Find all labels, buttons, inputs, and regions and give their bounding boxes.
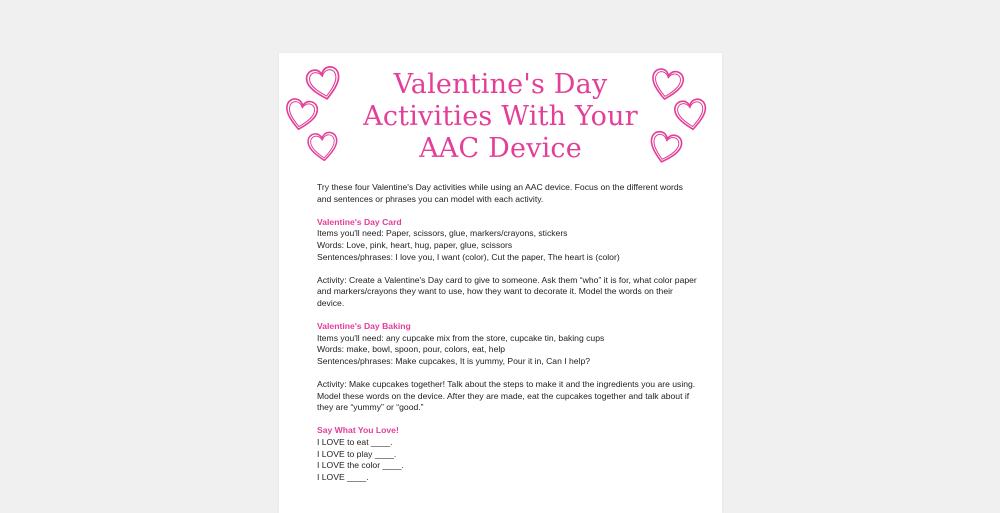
section-title: Valentine's Day Card xyxy=(317,216,402,227)
section-title: Say What You Love! xyxy=(317,425,399,436)
love-line: I LOVE to eat ____. xyxy=(317,437,393,448)
title-line: Valentine's Day xyxy=(393,69,608,100)
words-line: Words: Love, pink, heart, hug, paper, glue, scissors xyxy=(317,239,513,250)
title-line: Activities With Your xyxy=(363,101,638,132)
activity-paragraph: Activity: Create a Valentine's Day card to give to someone. Ask them “who” it is for, what color paper and markers/crayons they want to use, how they want to decorate it. Model the words on their device. xyxy=(317,274,697,308)
items-line: Items you'll need: Paper, scissors, glue, markers/crayons, stickers xyxy=(317,228,568,239)
worksheet-content xyxy=(317,182,697,495)
worksheet-page xyxy=(279,53,722,513)
intro-paragraph: Try these four Valentine's Day activities while using an AAC device. Focus on the different words and sentences or phrases you can model with each activity. xyxy=(317,182,683,204)
section-love xyxy=(317,425,697,483)
section-card xyxy=(317,217,697,263)
love-line: I LOVE ____. xyxy=(317,471,369,482)
section-title: Valentine's Day Baking xyxy=(317,321,411,332)
words-line: Words: make, bowl, spoon, pour, colors, eat, help xyxy=(317,344,506,355)
activity-paragraph: Activity: Make cupcakes together! Talk about the steps to make it and the ingredients you are using. Model these words on the device. After they are made, eat the cupcakes together and talk about if they are “yummy” or “good.” xyxy=(317,379,696,413)
section-baking xyxy=(317,321,697,367)
items-line: Items you'll need: any cupcake mix from the store, cupcake tin, baking cups xyxy=(317,332,605,343)
page-title xyxy=(279,69,722,165)
sentences-line: Sentences/phrases: I love you, I want (color), Cut the paper, The heart is (color) xyxy=(317,251,620,262)
love-line: I LOVE to play ____. xyxy=(317,448,397,459)
title-line: AAC Device xyxy=(419,133,582,164)
love-line: I LOVE the color ____. xyxy=(317,460,404,471)
sentences-line: Sentences/phrases: Make cupcakes, It is yummy, Pour it in, Can I help? xyxy=(317,355,591,366)
